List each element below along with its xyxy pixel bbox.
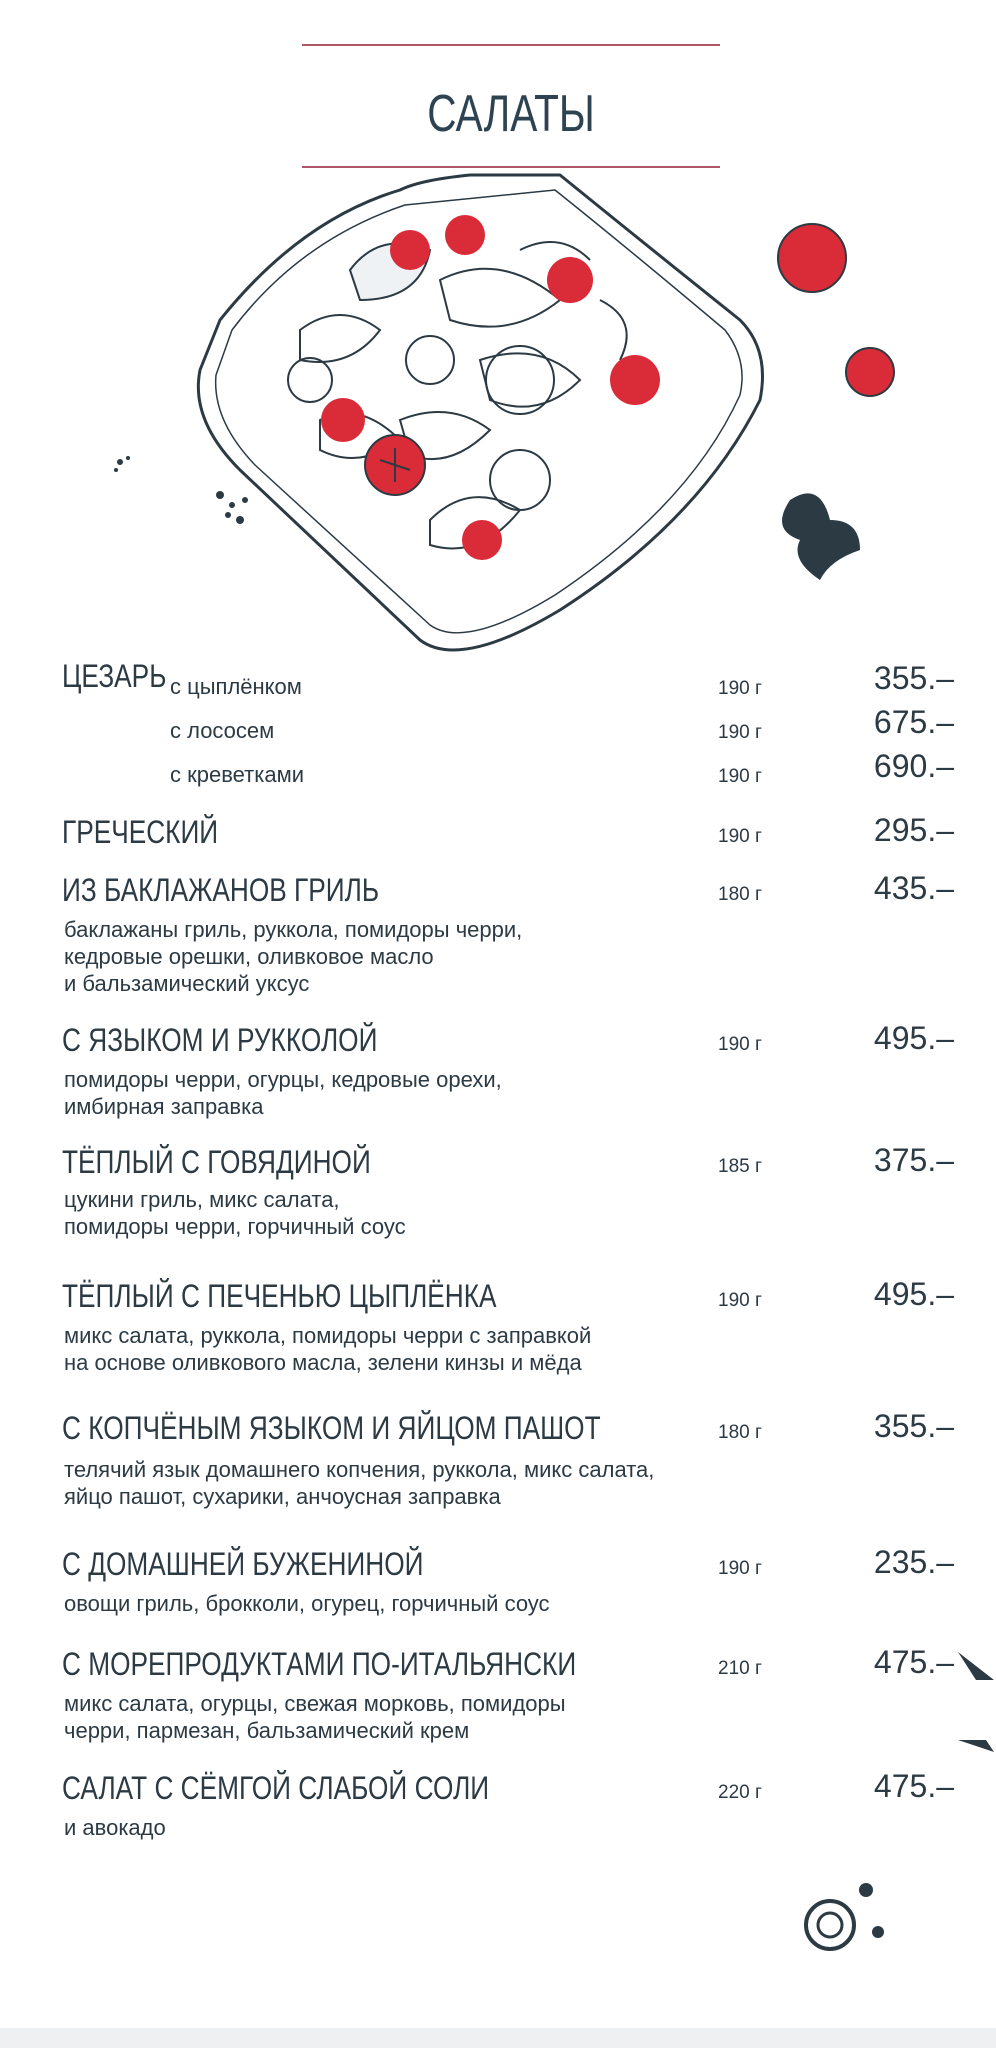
- item-price: 475.–: [873, 1768, 954, 1804]
- item-name: ТЁПЛЫЙ С ПЕЧЕНЬЮ ЦЫПЛЁНКА: [62, 1278, 497, 1314]
- item-weight: 185 г: [718, 1156, 762, 1177]
- item-name: С ДОМАШНЕЙ БУЖЕНИНОЙ: [62, 1546, 424, 1582]
- salad-plate-illustration: [0, 160, 996, 680]
- item-price: 475.–: [873, 1644, 954, 1680]
- item-weight: 190 г: [718, 1558, 762, 1579]
- bottom-bar: [0, 2028, 996, 2048]
- item-weight: 210 г: [718, 1658, 762, 1679]
- item-price: 675.–: [873, 704, 954, 740]
- variant-label: с цыплёнком: [170, 674, 302, 699]
- item-price: 355.–: [873, 660, 954, 696]
- item-name: ТЁПЛЫЙ С ГОВЯДИНОЙ: [62, 1144, 371, 1180]
- item-name: ЦЕЗАРЬ: [62, 658, 167, 694]
- item-price: 235.–: [873, 1544, 954, 1580]
- item-weight: 220 г: [718, 1782, 762, 1803]
- item-name: ГРЕЧЕСКИЙ: [62, 814, 219, 850]
- item-price: 355.–: [873, 1408, 954, 1444]
- item-price: 375.–: [873, 1142, 954, 1178]
- item-description: овощи гриль, брокколи, огурец, горчичный соус: [64, 1591, 550, 1616]
- item-weight: 190 г: [718, 722, 762, 743]
- item-name: ИЗ БАКЛАЖАНОВ ГРИЛЬ: [62, 872, 380, 908]
- item-description: микс салата, руккола, помидоры черри с заправкой на основе оливкового масла, зелени кинзы и мёда: [64, 1323, 592, 1375]
- item-description: и авокадо: [64, 1815, 166, 1840]
- item-description: помидоры черри, огурцы, кедровые орехи, имбирная заправка: [64, 1067, 502, 1119]
- leaf-decoration-icon: [956, 1640, 996, 1760]
- item-price: 435.–: [873, 870, 954, 906]
- item-weight: 190 г: [718, 1290, 762, 1311]
- item-price: 690.–: [873, 748, 954, 784]
- item-name: С ЯЗЫКОМ И РУККОЛОЙ: [62, 1022, 378, 1058]
- item-weight: 180 г: [718, 884, 762, 905]
- item-description: телячий язык домашнего копчения, руккола, микс салата, яйцо пашот, сухарики, анчоусная заправка: [64, 1457, 655, 1509]
- item-name: САЛАТ С СЁМГОЙ СЛАБОЙ СОЛИ: [62, 1770, 490, 1806]
- item-description: микс салата, огурцы, свежая морковь, помидоры черри, пармезан, бальзамический крем: [64, 1691, 566, 1743]
- peppercorn-decoration-icon: [800, 1880, 890, 1960]
- item-description: баклажаны гриль, руккола, помидоры черри, кедровые орешки, оливковое масло и бальзамический уксус: [64, 917, 523, 996]
- item-weight: 190 г: [718, 826, 762, 847]
- top-rule: [302, 44, 720, 46]
- item-price: 495.–: [873, 1020, 954, 1056]
- item-weight: 180 г: [718, 1422, 762, 1443]
- section-title: САЛАТЫ: [427, 85, 595, 143]
- variant-label: с лососем: [170, 718, 275, 743]
- item-weight: 190 г: [718, 678, 762, 699]
- item-description: цукини гриль, микс салата, помидоры черри, горчичный соус: [64, 1187, 406, 1239]
- item-name: С МОРЕПРОДУКТАМИ ПО-ИТАЛЬЯНСКИ: [62, 1646, 577, 1682]
- item-price: 495.–: [873, 1276, 954, 1312]
- item-weight: 190 г: [718, 1034, 762, 1055]
- item-price: 295.–: [873, 812, 954, 848]
- item-name: С КОПЧЁНЫМ ЯЗЫКОМ И ЯЙЦОМ ПАШОТ: [62, 1410, 601, 1446]
- variant-label: с креветками: [170, 762, 304, 787]
- item-weight: 190 г: [718, 766, 762, 787]
